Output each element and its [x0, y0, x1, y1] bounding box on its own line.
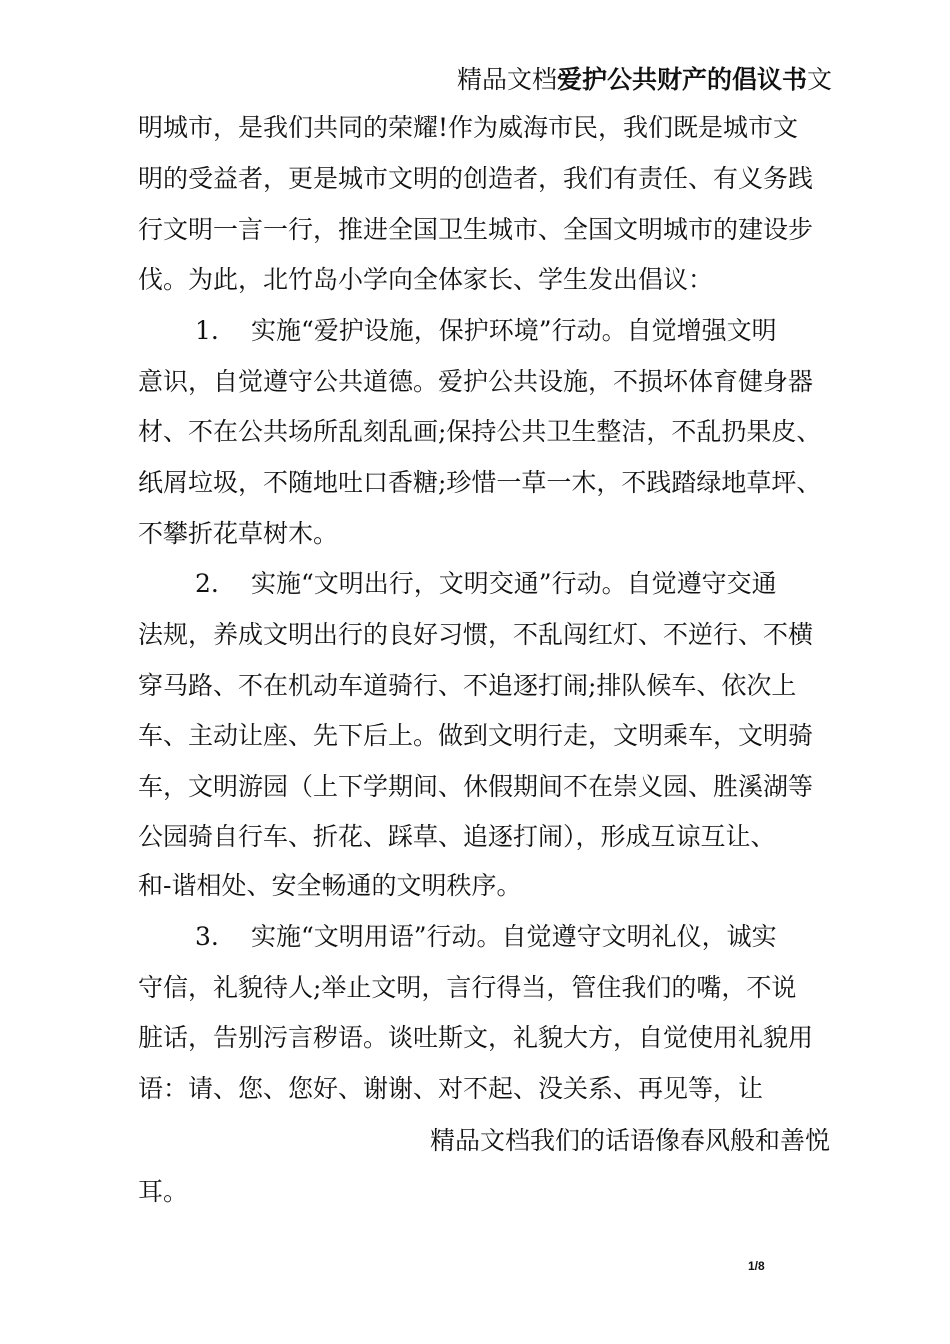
- footer-continuation: 我们的话语像春风般和善悦: [529, 1126, 830, 1155]
- item-text: 实施“文明出行，文明交通”行动。自觉遵守交通: [251, 569, 777, 598]
- last-line: 耳。: [138, 1177, 189, 1206]
- item-2-first-line: [195, 566, 777, 602]
- item-1-first-line: [195, 313, 777, 349]
- document-title: 爱护公共财产的倡议书: [556, 65, 807, 94]
- intro-line: 明的受益者，更是城市文明的创造者，我们有责任、有义务践: [138, 164, 814, 193]
- page-header: [457, 62, 832, 98]
- footer-watermark: 精品文档: [429, 1126, 530, 1155]
- item-number: 3.: [195, 922, 219, 951]
- paragraph-line: 穿马路、不在机动车道骑行、不追逐打闹;排队候车、依次上: [138, 671, 797, 700]
- item-3-first-line: [195, 919, 777, 955]
- page-footer: [430, 1123, 830, 1159]
- header-continuation: 文: [806, 65, 832, 94]
- paragraph-line: 和-谐相处、安全畅通的文明秩序。: [138, 871, 522, 900]
- paragraph-line: 公园骑自行车、折花、踩草、追逐打闹），形成互谅互让、: [138, 822, 776, 851]
- item-text: 实施“文明用语”行动。自觉遵守文明礼仪，诚实: [251, 922, 777, 951]
- paragraph-line: 法规，养成文明出行的良好习惯，不乱闯红灯、不逆行、不横: [138, 620, 814, 649]
- header-watermark: 精品文档: [456, 65, 557, 94]
- paragraph-line: 不攀折花草树木。: [138, 519, 339, 548]
- paragraph-line: 脏话，告别污言秽语。谈吐斯文，礼貌大方，自觉使用礼貌用: [138, 1023, 814, 1052]
- intro-line: 伐。为此，北竹岛小学向全体家长、学生发出倡议：: [138, 265, 714, 294]
- paragraph-line: 材、不在公共场所乱刻乱画;保持公共卫生整洁，不乱扔果皮、: [138, 417, 822, 446]
- paragraph-line: 意识，自觉遵守公共道德。爱护公共设施，不损坏体育健身器: [138, 367, 814, 396]
- item-number: 1.: [195, 316, 219, 345]
- paragraph-line: 守信，礼貌待人;举止文明，言行得当，管住我们的嘴，不说: [138, 973, 797, 1002]
- page-number: 1/8: [748, 1259, 765, 1273]
- paragraph-line: 车，文明游园（上下学期间、休假期间不在崇义园、胜溪湖等: [138, 772, 814, 801]
- paragraph-line: 纸屑垃圾，不随地吐口香糖;珍惜一草一木，不践踏绿地草坪、: [138, 468, 822, 497]
- intro-line: 明城市，是我们共同的荣耀!作为威海市民，我们既是城市文: [138, 113, 799, 142]
- paragraph-line: 车、主动让座、先下后上。做到文明行走，文明乘车，文明骑: [138, 721, 814, 750]
- item-number: 2.: [195, 569, 219, 598]
- item-text: 实施“爱护设施，保护环境”行动。自觉增强文明: [251, 316, 777, 345]
- paragraph-line: 语：请、您、您好、谢谢、对不起、没关系、再见等，让: [138, 1074, 764, 1103]
- intro-line: 行文明一言一行，推进全国卫生城市、全国文明城市的建设步: [138, 215, 814, 244]
